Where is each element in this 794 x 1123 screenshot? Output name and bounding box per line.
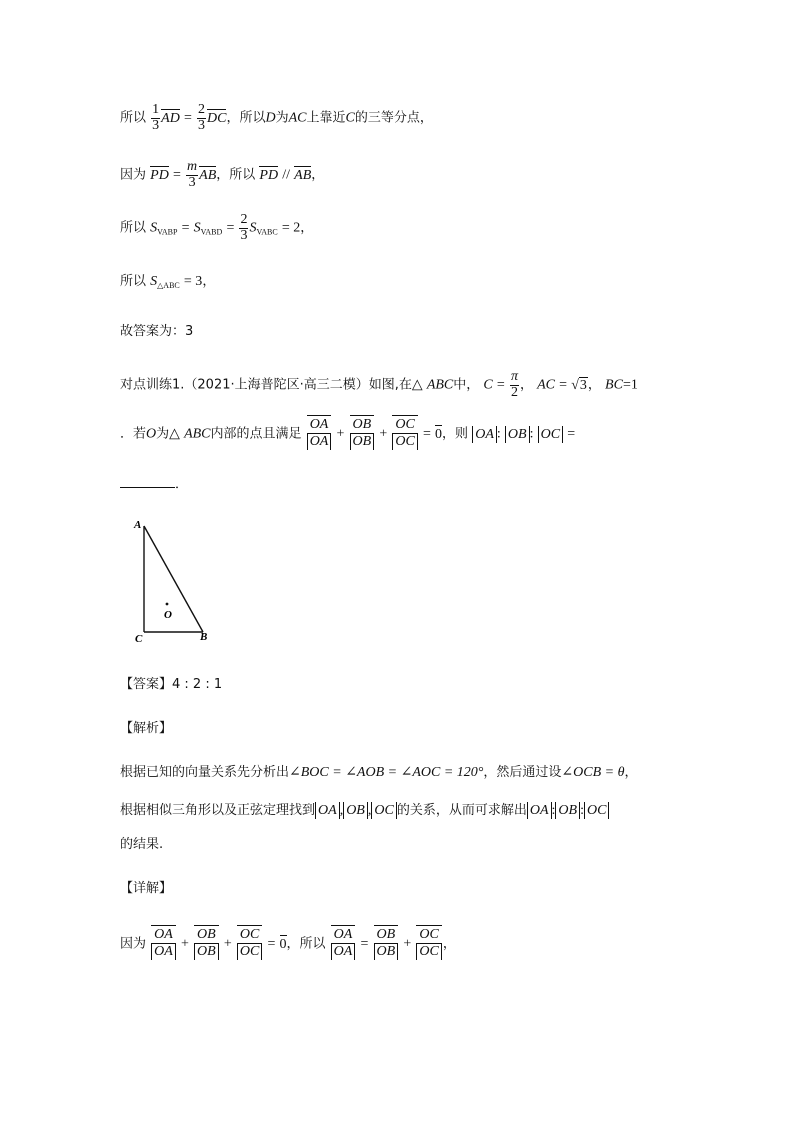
fraction <box>197 103 206 133</box>
analysis-heading <box>120 722 172 735</box>
text: ， <box>300 220 314 236</box>
line-3 <box>120 213 313 243</box>
num: OB <box>374 928 399 944</box>
label-a: A <box>134 519 142 531</box>
answer-blank <box>120 486 175 488</box>
unit-vector <box>350 418 375 450</box>
text: 根据相似三角形以及正弦定理找到 <box>120 803 316 818</box>
area: S <box>150 274 158 289</box>
segment: BC <box>605 377 623 393</box>
equals: = <box>496 377 505 393</box>
area: S <box>193 220 201 236</box>
equals: = <box>423 426 431 442</box>
text: 根据已知的向量关系先分析出 <box>120 765 290 780</box>
den: OA <box>307 434 332 451</box>
plus: + <box>223 936 232 952</box>
text: 所以 <box>120 274 147 289</box>
problem-line-2 <box>120 418 575 450</box>
text: ， <box>202 274 216 289</box>
num: m <box>187 159 198 174</box>
vector: AD <box>161 110 180 126</box>
equals: = <box>226 220 235 236</box>
text: ， <box>587 377 601 393</box>
vector: AB <box>199 167 217 183</box>
text: 内部的点且满足 <box>210 426 302 442</box>
vector: DC <box>207 110 227 126</box>
radicand: 3 <box>579 377 587 393</box>
equals: =1 <box>622 377 638 393</box>
den: 3 <box>240 227 248 243</box>
line-5 <box>120 325 193 338</box>
fraction <box>239 213 248 243</box>
num: OA <box>307 418 332 434</box>
plus: + <box>379 426 388 442</box>
text: 因为 <box>120 167 147 183</box>
vector: AB <box>294 167 312 183</box>
unit-vector <box>416 928 441 960</box>
text: ．若 <box>120 426 147 442</box>
subscript: VABD <box>200 227 223 237</box>
text: ． <box>175 477 189 492</box>
text: 为 <box>156 426 170 442</box>
text: 所以 <box>120 110 147 126</box>
text: ， <box>442 936 456 952</box>
num: 2 <box>198 102 206 117</box>
comma: , <box>367 803 372 818</box>
analysis-line-2 <box>120 802 609 819</box>
text: 因为 <box>120 936 147 952</box>
point: C <box>345 110 355 126</box>
angle-relation: ∠OCB = θ <box>561 765 625 780</box>
parallel: // <box>282 167 290 183</box>
text: ，所以 <box>216 167 256 183</box>
answer-value: 4 : 2 : 1 <box>172 677 223 692</box>
magnitude: OC <box>371 802 396 819</box>
zero-vector: 0 <box>279 936 287 952</box>
line-1 <box>120 103 433 133</box>
unit-vector <box>151 928 176 960</box>
equals: = <box>567 426 576 442</box>
den: 3 <box>198 117 206 133</box>
equals: = <box>183 110 192 126</box>
segment: AC <box>288 110 307 126</box>
fraction <box>510 370 519 400</box>
text: ，则 <box>442 426 469 442</box>
plus: + <box>180 936 189 952</box>
plus: + <box>336 426 345 442</box>
den: OB <box>350 434 375 451</box>
line-2 <box>120 160 324 190</box>
text: ，所以 <box>226 110 266 126</box>
ratio-sep: : <box>580 803 584 818</box>
point: D <box>265 110 276 126</box>
text: ， <box>519 377 533 393</box>
comma: , <box>339 803 344 818</box>
num: OC <box>416 928 441 944</box>
den: OB <box>194 944 219 961</box>
label-b: B <box>200 631 208 643</box>
angle: C <box>483 377 493 393</box>
text: 的三等分点， <box>354 110 433 126</box>
equals: = 2 <box>281 220 301 236</box>
ratio-sep: : <box>529 426 534 442</box>
equals: = <box>559 377 568 393</box>
num: OB <box>194 928 219 944</box>
segment: AC <box>537 377 556 393</box>
triangle-figure <box>125 512 225 647</box>
answer-blank-line <box>120 478 188 491</box>
angle-relation: ∠BOC = ∠AOB = ∠AOC = 120° <box>289 765 484 780</box>
magnitude: OB <box>505 426 530 443</box>
label-o: O <box>164 609 172 621</box>
equals: = <box>360 936 369 952</box>
unit-vector <box>307 418 332 450</box>
den: 3 <box>188 174 196 190</box>
sqrt: √3 <box>571 377 587 393</box>
text: ，所以 <box>286 936 326 952</box>
text: 为 <box>275 110 289 126</box>
num: OC <box>237 928 262 944</box>
answer-text: 故答案为：3 <box>120 324 194 339</box>
text: 的结果. <box>120 837 164 852</box>
num: π <box>510 369 518 384</box>
magnitude: OC <box>584 802 609 819</box>
text: ，然后通过设 <box>483 765 562 780</box>
area: S <box>249 220 257 236</box>
ratio-sep: : <box>496 426 501 442</box>
num: OA <box>151 928 176 944</box>
detail-line-1 <box>120 928 456 960</box>
triangle: ABC <box>184 426 211 442</box>
vector: PD <box>259 167 279 183</box>
unit-vector <box>374 928 399 960</box>
num: 1 <box>152 102 160 117</box>
den: 2 <box>510 384 518 400</box>
den: OC <box>237 944 262 961</box>
den: OC <box>392 434 417 451</box>
subscript: VABP <box>157 227 178 237</box>
subscript: VABC <box>256 227 278 237</box>
text: 对点训练1.（2021·上海普陀区·高三二模）如图,在 <box>120 377 412 393</box>
den: OC <box>416 944 441 961</box>
side-ab <box>144 526 203 632</box>
den: OB <box>374 944 399 961</box>
line-4 <box>120 275 215 290</box>
magnitude: OA <box>472 426 497 443</box>
point-o <box>166 603 169 606</box>
den: 3 <box>152 117 160 133</box>
magnitude: OB <box>343 802 368 819</box>
magnitude: OA <box>527 802 552 819</box>
magnitude: OA <box>315 802 340 819</box>
triangle-symbol: △ <box>411 377 423 393</box>
triangle-symbol: △ <box>169 426 180 442</box>
label-c: C <box>135 633 143 645</box>
num: 2 <box>240 212 248 227</box>
ratio-sep: : <box>551 803 556 818</box>
den: OA <box>151 944 176 961</box>
text: 的关系，从而可求解出 <box>396 803 527 818</box>
magnitude: OC <box>538 426 563 443</box>
analysis-label: 【解析】 <box>120 721 173 736</box>
answer-label: 【答案】 <box>120 677 173 692</box>
num: OB <box>350 418 375 434</box>
answer-line <box>120 678 222 691</box>
text: ， <box>624 765 638 780</box>
area: S <box>150 220 158 236</box>
equals: = 3 <box>183 274 203 289</box>
unit-vector <box>194 928 219 960</box>
fraction <box>151 103 160 133</box>
problem-line-1 <box>120 370 638 400</box>
equals: = <box>172 167 181 183</box>
analysis-line-1 <box>120 766 637 780</box>
unit-vector <box>392 418 417 450</box>
magnitude: OB <box>555 802 580 819</box>
analysis-line-3 <box>120 838 163 851</box>
text: 所以 <box>120 220 147 236</box>
den: OA <box>331 944 356 961</box>
detail-heading <box>120 882 172 895</box>
text: 上靠近 <box>306 110 346 126</box>
fraction <box>186 160 198 190</box>
unit-vector <box>331 928 356 960</box>
num: OA <box>331 928 356 944</box>
subscript: △ABC <box>157 281 180 290</box>
equals: = <box>267 936 276 952</box>
detail-label: 【详解】 <box>120 881 173 896</box>
point: O <box>146 426 157 442</box>
zero-vector: 0 <box>435 426 443 442</box>
unit-vector <box>237 928 262 960</box>
vector: PD <box>150 167 169 183</box>
plus: + <box>403 936 412 952</box>
text: ， <box>311 167 325 183</box>
text: 中， <box>453 377 480 393</box>
triangle: ABC <box>426 377 454 393</box>
num: OC <box>392 418 417 434</box>
equals: = <box>181 220 190 236</box>
